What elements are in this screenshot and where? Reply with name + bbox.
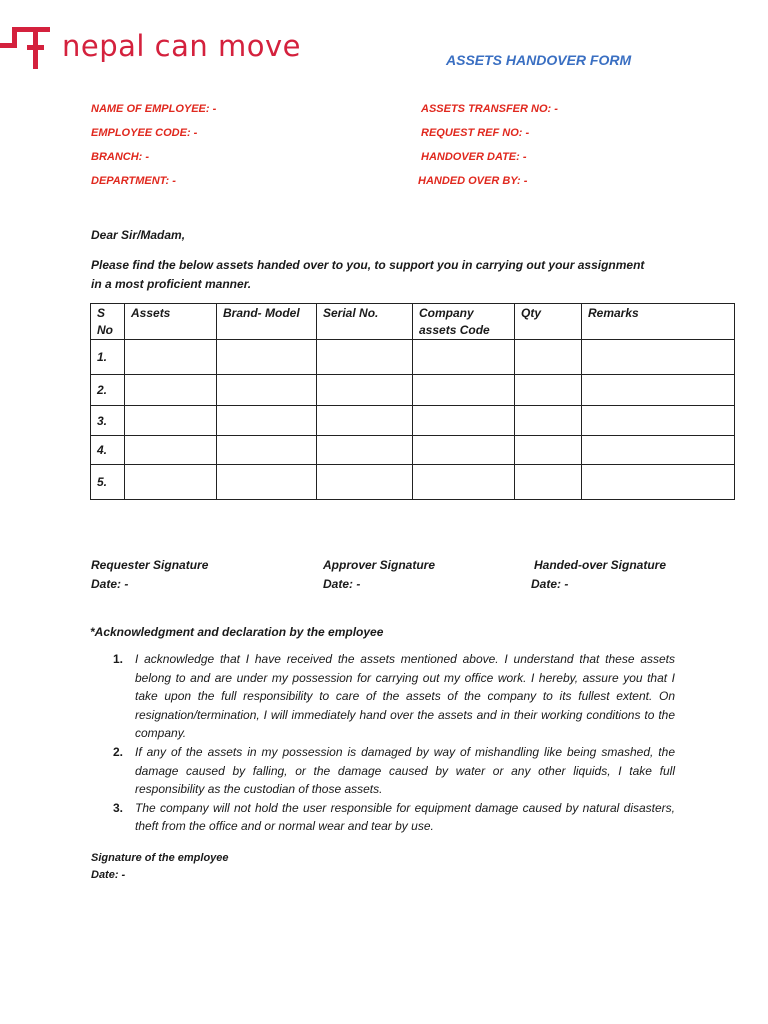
cell-assets[interactable] [125,436,217,465]
cell-qty[interactable] [515,436,582,465]
assets-table [90,303,735,500]
cell-sn: 4. [91,436,125,465]
cell-remarks[interactable] [582,436,735,465]
header-s-no-line-1: S [97,306,106,320]
acknowledgment-list [90,650,675,836]
header-s-no-line-2: No [97,323,113,337]
field-request-ref-no: REQUEST REF NO: - [421,127,530,139]
approver-date: Date: - [323,577,361,591]
list-item [113,743,675,799]
cell-qty[interactable] [515,406,582,436]
field-department: DEPARTMENT: - [91,175,176,187]
cell-qty[interactable] [515,465,582,500]
greeting: Dear Sir/Madam, [91,228,186,242]
cell-company-code[interactable] [413,465,515,500]
handed-over-signature-label: Handed-over Signature [534,558,667,572]
list-item [113,799,675,836]
cell-assets[interactable] [125,406,217,436]
cell-assets[interactable] [125,340,217,375]
cell-remarks[interactable] [582,406,735,436]
cell-company-code[interactable] [413,340,515,375]
table-row [91,340,735,375]
cell-brand-model[interactable] [217,465,317,500]
cell-serial-no[interactable] [317,406,413,436]
header-company-line-1: Company [419,306,474,320]
header-remarks: Remarks [582,304,735,340]
requester-signature-label: Requester Signature [91,558,209,572]
cell-assets[interactable] [125,375,217,406]
header-assets: Assets [125,304,217,340]
list-item-text: If any of the assets in my possession is damaged by way of mishandling like being smashed, the damage caused by falling, or the damage caused by water or any other liquids, I take full responsibility as the custodian of those assets. [135,744,675,797]
table-row [91,406,735,436]
employee-signature-label: Signature of the employee [91,852,229,864]
requester-date: Date: - [91,577,129,591]
list-item-number: 1. [113,652,124,666]
cell-serial-no[interactable] [317,375,413,406]
field-employee-name: NAME OF EMPLOYEE: - [91,103,217,115]
table-row [91,436,735,465]
intro-line-1: Please find the below assets handed over to you, to support you in carrying out your assignment [91,258,645,272]
list-item [113,650,675,743]
cell-remarks[interactable] [582,465,735,500]
cell-serial-no[interactable] [317,436,413,465]
header-company-assets-code [413,304,515,340]
field-assets-transfer-no: ASSETS TRANSFER NO: - [421,103,558,115]
table-row [91,375,735,406]
field-employee-code: EMPLOYEE CODE: - [91,127,198,139]
intro-paragraph [91,256,691,294]
cell-remarks[interactable] [582,340,735,375]
cell-company-code[interactable] [413,406,515,436]
table-row [91,465,735,500]
handed-over-date: Date: - [531,577,569,591]
cell-brand-model[interactable] [217,436,317,465]
nepal-can-move-logo-icon [0,23,52,69]
cell-serial-no[interactable] [317,465,413,500]
cell-company-code[interactable] [413,436,515,465]
cell-assets[interactable] [125,465,217,500]
cell-qty[interactable] [515,340,582,375]
cell-sn: 3. [91,406,125,436]
field-handover-date: HANDOVER DATE: - [421,151,527,163]
employee-signature-date: Date: - [91,869,126,881]
intro-line-2: in a most proficient manner. [91,277,252,291]
header-brand-model: Brand- Model [217,304,317,340]
cell-sn: 2. [91,375,125,406]
header-company-line-2: assets Code [419,323,490,337]
cell-company-code[interactable] [413,375,515,406]
cell-brand-model[interactable] [217,340,317,375]
cell-brand-model[interactable] [217,406,317,436]
brand-name: nepal can move [62,28,301,63]
list-item-number: 2. [113,744,124,759]
header-qty: Qty [515,304,582,340]
cell-sn: 5. [91,465,125,500]
header-serial-no: Serial No. [317,304,413,340]
form-title: ASSETS HANDOVER FORM [446,52,632,68]
approver-signature-label: Approver Signature [323,558,436,572]
company-logo [0,22,301,70]
acknowledgment-title: *Acknowledgment and declaration by the employee [90,625,384,639]
cell-serial-no[interactable] [317,340,413,375]
list-item-text: I acknowledge that I have received the assets mentioned above. I understand that these assets belong to and are under my possession for carrying out my office work. I hereby, assure you that I take upon the full responsibility to care of the assets of the company to its fullest extent. On resignation/termination, I will immediately hand over the assets and in their working conditions to the company. [135,652,675,741]
list-item-text: The company will not hold the user responsible for equipment damage caused by natural disasters, theft from the office and or normal wear and tear by use. [135,800,675,834]
cell-qty[interactable] [515,375,582,406]
header-s-no [91,304,125,340]
cell-remarks[interactable] [582,375,735,406]
list-item-number: 3. [113,800,124,815]
table-header-row [91,304,735,340]
field-branch: BRANCH: - [91,151,150,163]
cell-brand-model[interactable] [217,375,317,406]
field-handed-over-by: HANDED OVER BY: - [418,175,528,187]
cell-sn: 1. [91,340,125,375]
